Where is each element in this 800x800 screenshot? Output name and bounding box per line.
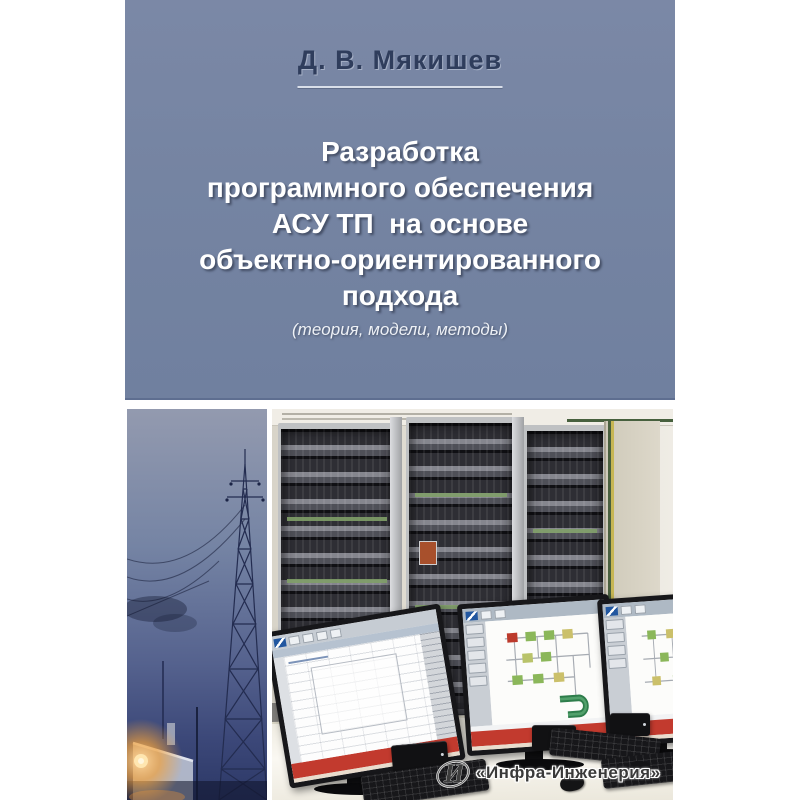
toolbar-button: [316, 630, 328, 641]
author-name: Д. В. Мякишев: [297, 45, 503, 75]
mini-pc: [610, 713, 650, 736]
terminal-strip: [415, 493, 507, 497]
book-title: [125, 134, 675, 314]
toolbar-button: [620, 605, 632, 615]
toolbar-button: [494, 609, 506, 619]
process-flow-diagram: [485, 613, 612, 725]
book-cover: [125, 0, 675, 800]
title-line: АСУ ТП на основе: [271, 208, 529, 239]
title-line: программного обеспечения: [206, 172, 594, 203]
toolbar-button: [302, 632, 314, 643]
process-flow-diagram: [625, 610, 673, 717]
screen-button: [605, 619, 624, 630]
scada-diagram: [625, 610, 673, 717]
transmission-tower-photo: [127, 409, 267, 800]
screen-button: [465, 624, 484, 635]
scada-diagram: [485, 613, 612, 725]
screen-button: [607, 645, 626, 656]
app-logo-icon: [606, 606, 619, 616]
publisher-monogram-letter: И: [444, 759, 465, 788]
control-room-photo: [272, 409, 673, 800]
publisher-monogram-icon: [433, 750, 473, 796]
power-led: [643, 723, 646, 726]
title-line: подхода: [341, 280, 459, 311]
title-line: Разработка: [321, 136, 479, 167]
terminal-strip: [533, 529, 597, 533]
author-underline: [298, 86, 503, 88]
toolbar-button: [288, 635, 300, 646]
book-subtitle: (теория, модели, методы): [292, 320, 508, 339]
app-logo-icon: [273, 637, 286, 648]
toolbar-button: [634, 604, 646, 614]
title-line: объектно-ориентированного: [199, 244, 601, 275]
cover-top-panel: [125, 0, 675, 400]
screen-button: [466, 637, 485, 648]
cable-tray: [282, 413, 512, 415]
document-heading-line: [288, 656, 328, 665]
tower-illustration: [127, 409, 267, 800]
terminal-strip: [287, 579, 387, 583]
toolbar-button: [330, 628, 342, 639]
screen-button: [469, 676, 488, 687]
publisher-logo: [433, 750, 661, 796]
form-outline: [310, 653, 408, 735]
screen-button: [468, 663, 487, 674]
orange-module: [419, 541, 437, 565]
publisher-name: «Инфра-Инженерия»: [476, 763, 661, 782]
screen-button: [606, 632, 625, 643]
app-logo-icon: [465, 611, 478, 621]
screen-button: [467, 650, 486, 661]
screen-button: [608, 658, 627, 669]
terminal-strip: [287, 517, 387, 521]
street-lamp-core: [138, 758, 144, 764]
toolbar-button: [480, 610, 492, 620]
